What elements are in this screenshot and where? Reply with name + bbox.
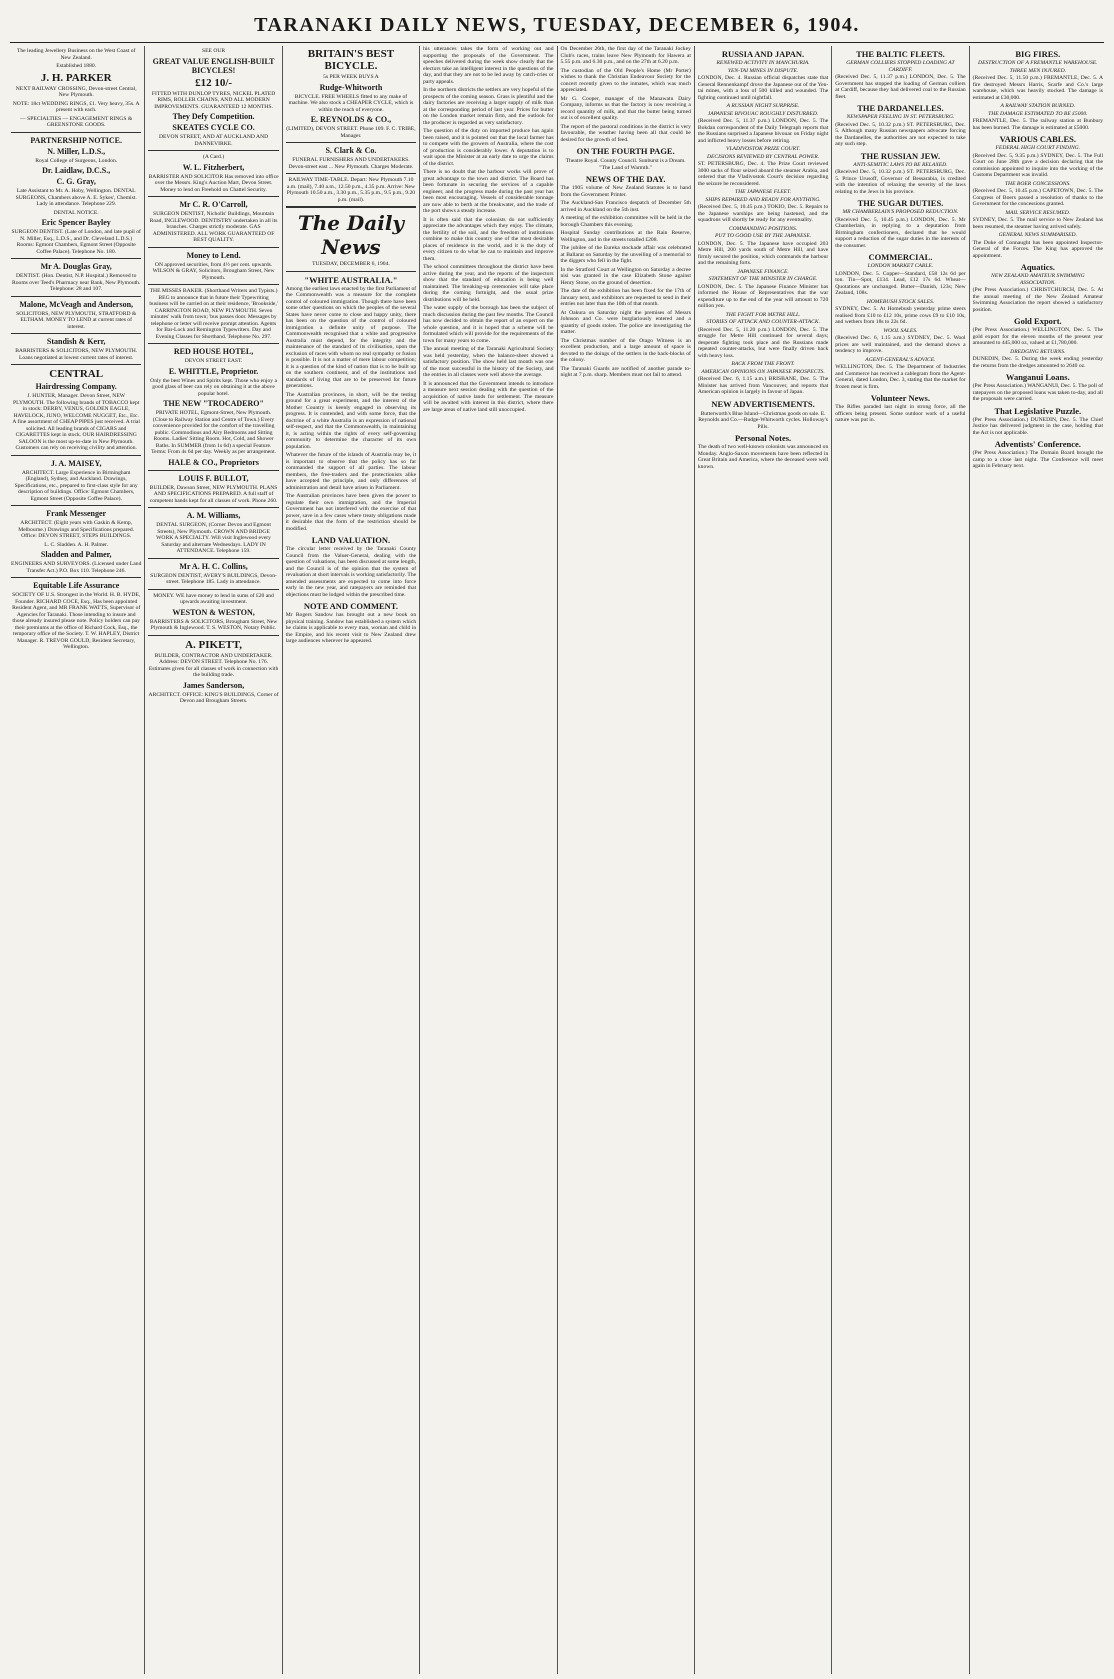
subheading: JAPANESE FINANCE. bbox=[737, 268, 789, 275]
section-heading: NOTE AND COMMENT. bbox=[303, 601, 398, 611]
article-text: SYDNEY, Dec. 5. The mail service to New Zealand has been resumed, the steamer having arrived safely. bbox=[972, 217, 1103, 230]
article-text: The Duke of Connaught has been appointed Inspector-General of the Forces. The King has approved the appointment. bbox=[972, 239, 1103, 259]
article-text: (Received Dec. 5, 10.45 p.m.) LONDON, Dec. 5. Mr Chamberlain, in replying to a deputation from Birmingham confectioners, declared that he would support a reduction of the sugar duties in the interests of the consumer. bbox=[835, 216, 966, 249]
divider bbox=[148, 343, 278, 344]
article-text: Whatever the future of the islands of Australia may be, it is important to observe that the policy has so far commanded the support of all parties. The labour members, the free-traders and the protectionists alike have accepted the principle, and only differences of administration and detail have arisen in Parliament. bbox=[285, 452, 417, 491]
article-text: The Australian provinces have been given the power to regulate their own immigration, and the Imperial Government has not interfered with the exercise of that power, save in a few cases where treaty obligations made it desirable that the form of the restriction should be modified. bbox=[285, 493, 417, 532]
section-heading: Wanganui Loans. bbox=[1005, 372, 1070, 382]
article-text: SYDNEY, Dec. 5. At Homebush yesterday prime steers realised from £10 to £12 10s, prime cows £9 to £10 10s, and wethers from 18s to 22s 6d. bbox=[835, 306, 966, 325]
paper-nameplate: The Daily News bbox=[297, 211, 405, 259]
subheading: NEWSPAPER FEELING IN ST. PETERSBURG. bbox=[846, 114, 955, 120]
article-text: (Received Dec. 6, 1.15 a.m.) BRISBANE, Dec. 5. The Minister has arrived from Vancouver, and reports that American opinion is largely in favour of Japan. bbox=[697, 376, 829, 395]
ad-text: (LIMITED), DEVON STREET. Phone 109. F. C. TRIBE, Manager. bbox=[286, 126, 416, 139]
article-text: LONDON, Dec. 5. The Japanese have occupied 203 Metre Hill, 200 yards south of Metre Hill, and have firmly secured the position, which commands the harbour and the remaining forts. bbox=[697, 240, 829, 266]
subheading: DESTRUCTION OF A FREMANTLE WAREHOUSE. bbox=[978, 60, 1098, 66]
ad-subheading: They Defy Competition. bbox=[172, 112, 255, 121]
subheading: GENERAL NEWS SUMMARISED. bbox=[998, 232, 1077, 238]
ad-heading: BRITAIN'S BEST BICYCLE. bbox=[307, 48, 395, 72]
ad-subheading: LOUIS F. BULLOT, bbox=[178, 473, 249, 483]
article-text: The annual meeting of the Taranaki Agricultural Society was held yesterday, when the balance-sheet showed a satisfactory position. The show held last month was one of the most successful in the history of the Society, and the entries in all classes were well above the average. bbox=[423, 346, 554, 378]
subheading: AGENT-GENERAL'S ADVICE. bbox=[865, 356, 936, 363]
ad-subheading: James Sanderson, bbox=[182, 680, 245, 690]
divider bbox=[148, 589, 278, 590]
article-text: (Received Dec. 6, 1.15 a.m.) SYDNEY, Dec. 5. Wool prices are well maintained, and the demand shows a tendency to improve. bbox=[835, 335, 966, 354]
article-text: (Received Dec. 5, 11.37 p.m.) LONDON, Dec. 5. The Government has stopped the loading of German colliers at Cardiff, because they had delivered coal to the Russian fleet. bbox=[835, 74, 966, 100]
ad-subheading: Money to Lend. bbox=[186, 250, 241, 260]
article-text: (Received Dec. 5, 11.50 p.m.) FREMANTLE, Dec. 5. A fire destroyed Messrs Harris, Scarfe and Co.'s large warehouse, which was heavily stocked. The damage is estimated at £30,000. bbox=[972, 75, 1103, 101]
ad-heading: £12 10/- bbox=[195, 76, 233, 89]
section-heading: COMMERCIAL. bbox=[868, 252, 933, 262]
column-8 bbox=[969, 46, 1106, 1674]
ad-text: ARCHITECT. Large Experience in Birmingham (England), Sydney, and Auckland. Drawings, Specifications, etc., prepared to first-class style for any description of buildings. Office: Egmont Chambers, Egmont Street (Opposite Coffee Palace). bbox=[14, 469, 138, 502]
divider bbox=[11, 296, 141, 297]
ad-text: SURGEON DENTIST. (Late of London, and late pupil of N. Miller, Esq., L.D.S., and Dr. Cleveland L.D.S.) Rooms: Egmont Chambers, Egmont Street (Opposite Coffee Palace). Telephone No. 180. bbox=[11, 229, 141, 255]
divider bbox=[286, 173, 416, 174]
section-heading: Adventists' Conference. bbox=[994, 439, 1081, 449]
ad-text: RAILWAY TIME-TABLE. Depart: New Plymouth 7.10 a.m. (mail), 7.40 a.m., 12.50 p.m., 4.35 p.m. Arrive: New Plymouth 10.50 a.m., 3.30 p.m., 5.35 p.m., 9.5 p.m., 9.20 p.m. (mail). bbox=[286, 177, 416, 203]
article-text: The Australian provinces, in short, will be the testing ground for a great experiment, and the interest of the Mother Country is keenly engaged in observing its progress. It is contended, and with some force, that the doctrine of a white Australia is an expression of national self-respect, and that the Commonwealth, in maintaining it, is acting within the rights of every self-governing community to determine the character of its own population. bbox=[285, 391, 417, 450]
subheading: PUT TO GOOD USE BY THE JAPANESE. bbox=[714, 233, 812, 239]
ad-text: SOLICITORS, NEW PLYMOUTH, STRATFORD & ELTHAM. MONEY TO LEND at current rates of interest. bbox=[16, 310, 137, 330]
section-heading: Aquatics. bbox=[1020, 262, 1055, 272]
article-text: At Oakura on Saturday night the premises of Messrs Johnson and Co. were burglariously entered and a quantity of goods stolen. The police are investigating the matter. bbox=[560, 309, 691, 335]
ad-heading: A. PIKETT, bbox=[185, 638, 243, 651]
divider bbox=[148, 470, 278, 471]
section-heading: ON THE FOURTH PAGE. bbox=[576, 146, 675, 156]
article-text: (Per Press Association.) WELLINGTON, Dec. 5. The gold export for the eleven months of the present year amounted to 445,000 oz, valued at £1,780,000. bbox=[972, 327, 1103, 346]
subheading: THE DAMAGE ESTIMATED TO BE £5000. bbox=[988, 110, 1088, 117]
article-text: (Received Dec. 5, 11.20 p.m.) LONDON, Dec. 5. The struggle for Metre Hill continued for several days; desperate fighting took place and the Russians made repeated counter-attacks, but were finally driven back with heavy loss. bbox=[697, 326, 829, 359]
ad-text: DEVON STREET, AND AT AUCKLAND AND DANNEVIRKE. bbox=[158, 134, 269, 147]
article-text: WELLINGTON, Dec. 5. The Department of Industries and Commerce has received a cablegram from the Agent-General, dated London, Dec. 3, stating that the market for frozen meat is firm. bbox=[835, 364, 966, 390]
ad-text: THE MISSES BAKER. (Shorthand Writers and Typists.) BEG to announce that in future their Typewriting business will be carried on at their residence, 'Brookside,' CARRINGTON ROAD, NEW PLYMOUTH. Seven minutes' walk from town; 'bus passes door. Messages by telephone or letter will receive prompt attention. Agents for Bar-Lock and Remington Typewriters. Day and Evening Classes for Shorthand. Telephone No. 297. bbox=[149, 288, 278, 340]
ad-subheading: W. L. Fitzherbert, bbox=[182, 162, 245, 172]
article-text: On December 26th, the first day of the Taranaki Jockey Club's races, trains leave New Plymouth for Hawera at 5.55 p.m. and 6.30 p.m., and on the 27th at 6.20 p.m. bbox=[560, 46, 691, 65]
ad-text: DENTIST. (Hon. Dentist, N.P. Hospital.) Removed to Rooms over Teed's Pharmacy near Bank, New Plymouth. Telephone: 28 and 107. bbox=[12, 273, 141, 292]
ad-subheading: S. Clark & Co. bbox=[325, 146, 377, 155]
ad-heading: CENTRAL bbox=[49, 368, 104, 380]
column-7 bbox=[831, 46, 968, 1674]
subheading: FEDERAL HIGH COURT FINDING. bbox=[995, 145, 1081, 151]
subheading: THREE MEN INJURED. bbox=[1009, 67, 1067, 74]
ad-subheading: Hairdressing Company. bbox=[35, 382, 117, 391]
ad-subheading: E. WHITTLE, Proprietor. bbox=[168, 366, 259, 376]
section-heading: RUSSIA AND JAPAN. bbox=[721, 49, 805, 59]
ad-text: BARRISTERS & SOLICITORS, NEW PLYMOUTH. Loans negotiated at lowest current rates of interest. bbox=[15, 348, 138, 361]
article-text: (Per Press Association.) CHRISTCHURCH, Dec. 5. At the annual meeting of the New Zealand Amateur Swimming Association the report showed a satisfactory position. bbox=[972, 287, 1103, 313]
ad-text: BARRISTERS & SOLICITORS, Brougham Street, New Plymouth & Inglewood. T. S. WESTON, Notary Public. bbox=[149, 618, 278, 631]
article-text: The custodian of the Old People's Home (Mr Porter) wishes to thank the Christian Endeavour Society for the concert recently given to the inmates, which was much appreciated. bbox=[560, 67, 691, 93]
ad-text: ARCHITECT. (Eight years with Gaskin & Kemp, Melbourne.) Drawings and Specifications prepared. Office: DEVON STREET, STEPS BUILDINGS. bbox=[18, 520, 135, 539]
divider bbox=[11, 333, 141, 334]
section-heading: NEW ADVERTISEMENTS. bbox=[711, 398, 815, 409]
divider bbox=[148, 635, 278, 636]
ad-text: PRIVATE HOTEL, Egmont-Street, New Plymouth. (Close to Railway Station and Centre of Town.) Every convenience provided for the comfort of the travelling public. Commodious and Airy Bedrooms and Sitting Rooms. Ladies' Sitting Room. Hot, Cold, and Shower Baths. In SUMMER (from 1s 6d) a special Feature. Terms: From 4s 6d per day. Weekly as per arrangement. bbox=[151, 410, 277, 455]
divider bbox=[286, 206, 416, 208]
ad-text: SEE OUR bbox=[201, 48, 226, 54]
ad-text: NEXT RAILWAY CROSSING, Devon-street Central, New Plymouth. bbox=[15, 85, 137, 98]
article-text: (Received Dec. 5, 10.45 p.m.) CAPETOWN, Dec. 5. The Congress of Boers passed a resolution of thanks to the Government for the concessions granted. bbox=[972, 188, 1103, 207]
ad-subheading: Dr. Laidlaw, D.C.S., bbox=[42, 166, 111, 175]
subheading: NEW ZEALAND AMATEUR SWIMMING ASSOCIATION. bbox=[990, 273, 1085, 286]
section-heading: "WHITE AUSTRALIA." bbox=[304, 274, 398, 285]
article-text: The Rifles paraded last night in strong force, all the officers being present. Some outdoor work of a useful nature was put in. bbox=[835, 404, 966, 423]
divider bbox=[148, 196, 278, 197]
article-text: The question of the duty on imported produce has again been raised, and it is pointed out that the local farmer has to compete with the growers of Australia, where the cost of production is considerably lower. A deputation is to wait upon the Minister at an early date to urge the claims of the district. bbox=[423, 128, 554, 167]
subheading: THE FIGHT FOR METRE HILL. bbox=[725, 311, 801, 318]
ad-text: The leading Jewellery Business on the West Coast of New Zealand. bbox=[16, 48, 136, 61]
divider bbox=[148, 284, 278, 285]
article-text: The report of the pastoral conditions in the district is very favourable, the weather having been all that could be desired for the growth of feed. bbox=[560, 123, 691, 143]
subheading: SHIPS REPAIRED AND READY FOR ANYTHING. bbox=[705, 196, 821, 203]
ad-text: SURGEON DENTIST, AVERY'S BUILDINGS, Devon-street. Telephone 185. Lady in attendance. bbox=[150, 572, 277, 585]
subheading: A RUSSIAN NIGHT SURPRISE. bbox=[726, 103, 800, 109]
subheading: GERMAN COLLIERS STOPPED LOADING AT CARDIFF. bbox=[846, 60, 955, 73]
ad-text: MONEY. WE have money to lend in sums of £20 and upwards awaiting investment. bbox=[153, 592, 274, 605]
column-1 bbox=[8, 46, 144, 1674]
ad-text: BUILDER, Dawson Street, NEW PLYMOUTH. PLANS AND SPECIFICATIONS PREPARED. A full staff of competent hands kept for all classes of work. Phone 260. bbox=[149, 484, 278, 504]
divider bbox=[11, 455, 141, 456]
ad-text: Royal College of Surgeons, London. bbox=[35, 157, 118, 164]
subheading: COMMANDING POSITIONS. bbox=[728, 225, 798, 232]
ad-text: Only the best Wines and Spirits kept. Those who enjoy a good glass of beer can rely on obtaining it at the above popular hotel. bbox=[150, 377, 277, 397]
article-text: (Received Dec. 5, 11.37 p.m.) LONDON, Dec. 5. The Bokdan correspondent of the Daily Telegraph reports that the Russians surprised a Japanese bivouac on Friday night and inflicted heavy losses before retiring. bbox=[697, 118, 829, 144]
ad-subheading: HALE & CO., Proprietors bbox=[168, 457, 259, 467]
subheading: DREDGING RETURNS. bbox=[1010, 348, 1066, 355]
section-heading: THE BALTIC FLEETS. bbox=[856, 49, 945, 59]
article-text: The Christmas number of the Otago Witness is an excellent production, and a large amount of space is devoted to the doings of the settlers in the back-blocks of the colony. bbox=[560, 337, 691, 363]
article-text: (Per Press Association.) WANGANUI, Dec. 5. The poll of ratepayers on the proposed loans was taken to-day, and all the proposals were carried. bbox=[972, 383, 1103, 402]
article-text: (Per Press Association.) The Domain Board brought the camp to a close last night. The Conference will meet again in February next. bbox=[972, 450, 1103, 469]
article-text: Mr G. Cooper, manager of the Manawatu Dairy Company, informs us that the factory is now receiving a record quantity of milk, and that the butter being turned out is of excellent quality. bbox=[560, 95, 691, 121]
masthead-rule bbox=[10, 42, 1104, 43]
section-heading: BIG FIRES. bbox=[1015, 49, 1061, 59]
article-text: (Received Dec. 5, 10.32 p.m.) ST. PETERSBURG, Dec. 5. Prince Urusoff, Governor of Bessarabia, is credited with the intention of relaxing the severity of the laws relating to the Jews in his province. bbox=[835, 169, 966, 195]
subheading: HOMEBUSH STOCK SALES. bbox=[866, 298, 935, 305]
article-text: Among the earliest laws enacted by the first Parliament of the Commonwealth was a measure for the complete control of coloured immigration. Though there have been some other questions on which the peoples of the several States have never come to close and happy unity, there has been on the question of the control of coloured immigration a definite unity of purpose. The Commonwealth recognised that a white and progressive Australia must depend, for the integrity and the maintenance of the standard of its civilisation, upon the exclusion of races with whom no real sympathy or fusion is possible. It is not a matter of mere labour competition; it is a question of the kind of nation that is to be built up on the southern continent, and of the institutions and standards of living that are to be preserved for future generations. bbox=[285, 285, 417, 389]
ad-text: DEVON STREET EAST. bbox=[184, 358, 243, 364]
ad-text: ARCHITECT. OFFICE: KING'S BUILDINGS, Corner of Devon and Brougham Streets. bbox=[148, 691, 279, 704]
article-text: LONDON, Dec. 4. Russian official dispatches state that General Rennenkampf drove the Japanese out of the Yen-tai mines, with a loss of 500 killed and wounded. The fighting continued until nightfall. bbox=[697, 75, 829, 101]
section-heading: LAND VALUATION. bbox=[311, 535, 391, 545]
ad-text: Theatre Royal. County Council. Sunburst is a Dream. "The Land of Warmth." bbox=[565, 158, 686, 171]
ad-subheading: Eric Spencer Bayley bbox=[41, 218, 111, 227]
ad-subheading: Malone, McVeagh and Anderson, bbox=[19, 299, 134, 309]
ad-text: BARRISTER AND SOLICITOR Has removed into office over the Messrs. King's Auction Mart, Devon Street. Money to lend on Freehold on Chattel Security. bbox=[148, 173, 279, 193]
ad-text: SOCIETY OF U.S. Strongest in the World. H. B. HYDE, Founder. RICHARD COCE, Esq., Has been appointed Resident Agent, and MR FRANK WATTS, Supervisor of Agencies for Taranaki. Those intending to insure and those already insured please note. Policy holders can pay their premiums at the office of Richard Cock, Esq., the temporary office of the Society. T. W. HAPLEY, District Manager. R. TREVOR GOULD, Resident Secretary, Wellington. bbox=[12, 592, 141, 650]
article-text: (Per Press Association.) DUNEDIN, Dec. 5. The Chief Justice has delivered judgment in the case, holding that the Act is not applicable. bbox=[972, 416, 1103, 436]
divider bbox=[11, 132, 141, 133]
subheading: THE BOER CONCESSIONS. bbox=[1004, 180, 1071, 187]
article-text: The school committees throughout the district have been active during the year, and the reports of the inspectors show that the standard of education is being well maintained. The breaking-up ceremonies will take place during the coming fortnight, and the usual prize distributions will be held. bbox=[423, 264, 554, 303]
subheading: AMERICAN OPINIONS ON JAPANESE PROSPECTS. bbox=[701, 368, 825, 375]
article-text: The water supply of the borough has been the subject of much discussion during the past few months. The Council has now decided to obtain the report of an expert on the whole question, and it is hoped that a scheme will be formulated which will provide for the requirements of the town for many years to come. bbox=[423, 305, 554, 344]
article-text: Mr Rogers Sandow has brought out a new book on physical training. Sandow has established a system which he claims is applicable to every man, woman and child in the Empire, and his recent visit to New Zealand drew large audiences wherever he appeared. bbox=[285, 612, 417, 644]
ad-text: FITTED WITH DUNLOP TYRES, NICKEL PLATED RIMS, ROLLER CHAINS, AND ALL MODERN IMPROVEMENTS. GUARANTEED 12 MONTHS. bbox=[151, 90, 276, 110]
divider bbox=[286, 271, 416, 272]
divider bbox=[11, 577, 141, 578]
subheading: YEN-TAI MINES IN DISPUTE. bbox=[727, 67, 799, 74]
section-heading: Gold Export. bbox=[1013, 316, 1062, 326]
ad-text: (A Card.) bbox=[202, 154, 225, 160]
article-text: LONDON, Dec. 5. Copper—Standard, £58 12s 6d per ton. Tin—Spot, £134. Lead, £12 17s 6d. Wheat—Quotations are unchanged. Butter—Danish, 123s; New Zealand, 108s. bbox=[835, 270, 966, 296]
column-4 bbox=[419, 46, 556, 1674]
ad-subheading: RED HOUSE HOTEL, bbox=[173, 347, 254, 356]
section-heading: That Legislative Puzzle. bbox=[994, 405, 1082, 416]
ad-text: Butterworth's Blue Island—Christmas goods on sale. E. Reynolds and Co.—Rudge-Whitworth cycles. Holloway's Pills. bbox=[698, 410, 828, 430]
divider bbox=[11, 505, 141, 506]
section-heading: NEWS OF THE DAY. bbox=[585, 174, 666, 184]
ad-text: L. C. Sladden. A. H. Palmer. bbox=[44, 541, 109, 548]
divider bbox=[11, 258, 141, 259]
article-text: It is often said that the colonists do not sufficiently appreciate the advantages which they enjoy. The climate, the fertility of the soil, and the freedom of institutions combine to make this country one of the most desirable places of residence in the world, and it is the duty of every citizen to do what he can to maintain and improve them. bbox=[423, 216, 554, 262]
ad-subheading: THE NEW "TROCADERO" bbox=[163, 399, 264, 408]
article-text: The death of two well-known colonists was announced on Monday. Anglo-Saxon movements have been reflected in Great Britain and America, where the deceased were well known. bbox=[697, 444, 829, 470]
article-text: (Received Dec. 5, 9.35 p.m.) SYDNEY, Dec. 5. The Full Court on June 28th gave a decision declaring that the commission appointed to inquire into the working of the Customs Department was invalid. bbox=[972, 152, 1103, 178]
divider bbox=[148, 558, 278, 559]
section-heading: Volunteer News. bbox=[870, 393, 930, 403]
ad-heading: J. H. PARKER bbox=[40, 71, 112, 84]
divider bbox=[148, 507, 278, 508]
ad-text: BICYCLE. FREE WHEELS fitted to any make of machine. We also stock a CHEAPER CYCLE, which is within the reach of everyone. bbox=[288, 93, 414, 113]
article-text: A meeting of the exhibition committee will be held in the borough Chambers this evening. bbox=[560, 215, 691, 228]
article-text: The 1905 volume of New Zealand Statutes is to hand from the Government Printer. bbox=[560, 185, 691, 198]
article-text: (Received Dec. 5, 10.32 p.m.) ST. PETERSBURG, Dec. 5. Although many Russian newspapers advocate forcing the Dardanelles, the authorities are not expected to take any such step. bbox=[835, 121, 966, 147]
article-text: (Received Dec. 5, 10.45 p.m.) TOKIO, Dec. 5. Repairs to the Japanese warships are being hastened, and the squadrons will shortly be ready for any eventuality. bbox=[697, 204, 829, 223]
article-text: The circular letter received by the Taranaki County Council from the Valuer-General, dealing with the question of valuations, has been discussed at some length, and the Council is of the opinion that the system of revaluation at short intervals is working satisfactorily. The amended assessments are expected to come into force early in the new year, and ratepayers are reminded that objections must be lodged within the prescribed time. bbox=[285, 546, 417, 598]
divider bbox=[286, 142, 416, 143]
column-6 bbox=[694, 46, 831, 1674]
subheading: BACK FROM THE FRONT. bbox=[731, 361, 795, 367]
divider bbox=[148, 247, 278, 248]
ad-text: ENGINEERS AND SURVEYORS. (Licensed under Land Transfer Act.) P.O. Box 110. Telephone 246. bbox=[11, 561, 142, 574]
ad-subheading: C. G. Gray, bbox=[56, 177, 96, 186]
column-5 bbox=[557, 46, 694, 1674]
ad-subheading: Equitable Life Assurance bbox=[33, 581, 120, 590]
section-heading: THE DARDANELLES. bbox=[857, 103, 944, 113]
ad-subheading: E. REYNOLDS & CO., bbox=[310, 115, 392, 124]
subheading: THE JAPANESE FLEET. bbox=[734, 189, 792, 195]
article-text: ST. PETERSBURG, Dec. 4. The Prize Court reviewed 3000 sacks of flour seized aboard the steamer Arabia, and ordered that the Vladivostok Court's decision regarding the seizure be reconsidered. bbox=[697, 161, 829, 187]
article-text: In the Stratford Court at Wellington on Saturday a decree nisi was granted in the case Elizabeth Stone against Henry Stone, on the ground of desertion. bbox=[560, 266, 691, 286]
subheading: STORIES OF ATTACK AND COUNTER-ATTACK. bbox=[706, 319, 821, 325]
ad-subheading: Standish & Kerr, bbox=[46, 337, 106, 346]
section-heading: THE SUGAR DUTIES. bbox=[857, 198, 944, 208]
ad-subheading: Frank Messenger bbox=[46, 509, 107, 518]
article-text: The Taranaki Guards are notified of another parade to-night at 7 p.m. sharp. Members must not fail to attend. bbox=[560, 365, 691, 378]
subheading: MR CHAMBERLAIN'S PROPOSED REDUCTION. bbox=[842, 209, 959, 215]
ad-subheading: A. M. Williams, bbox=[186, 511, 241, 520]
subheading: RENEWED ACTIVITY IN MANCHURIA. bbox=[716, 60, 810, 66]
ad-subheading: Sladden and Palmer, bbox=[40, 550, 112, 559]
article-text: There is no doubt that the harbour works will prove of great advantage to the town and district. The Board has been fortunate in securing the services of a capable engineer, and the progress made during the past year has been most encouraging. Vessels of considerable tonnage are now able to berth at the breakwater, and the trade of the port shows a steady increase. bbox=[423, 169, 554, 214]
section-heading: THE RUSSIAN JEW. bbox=[860, 150, 941, 161]
subheading: ANTI-SEMITIC LAWS TO BE RELAXED. bbox=[853, 161, 948, 168]
subheading: MAIL SERVICE RESUMED. bbox=[1005, 209, 1071, 216]
ad-text: DENTAL SURGEON, (Corner Devon and Egmont Streets), New Plymouth. CROWN AND BRIDGE WORK A SPECIALTY. Will visit Inglewood every Saturday and alternate Wednesdays. LADY IN ATTENDANCE. Telephone 159. bbox=[156, 522, 271, 554]
article-text: Hospital Sunday contributions at the Rain Reserve, Wellington, and in the streets totalled £208. bbox=[560, 230, 691, 243]
divider bbox=[11, 364, 141, 365]
column-2 bbox=[144, 46, 281, 1674]
ad-subheading: WESTON & WESTON, bbox=[172, 607, 255, 617]
section-heading: VARIOUS CABLES. bbox=[999, 134, 1076, 144]
ad-text: 5s PER WEEK BUYS A bbox=[323, 74, 379, 80]
article-text: The Auckland-San Francisco despatch of December 5th arrived in Auckland on the 5th inst. bbox=[560, 200, 691, 213]
subheading: WOOL SALES. bbox=[883, 327, 918, 334]
ad-subheading: GREAT VALUE ENGLISH-BUILT BICYCLES! bbox=[152, 56, 275, 75]
columns bbox=[8, 46, 1106, 1674]
subheading: LONDON MARKET CABLE. bbox=[867, 263, 934, 269]
masthead: TARANAKI DAILY NEWS, TUESDAY, DECEMBER 6, 1904. bbox=[254, 14, 860, 36]
ad-text: FUNERAL FURNISHERS AND UNDERTAKERS. Devon-street east ... New Plymouth. Charges Moderate. bbox=[288, 157, 414, 170]
article-text: DUNEDIN, Dec. 5. During the week ending yesterday the returns from the dredges amounted to 2640 oz. bbox=[972, 356, 1103, 369]
ad-text: TUESDAY, DECEMBER 6, 1904. bbox=[312, 261, 390, 267]
article-text: It is announced that the Government intends to introduce a measure next session dealing with the question of the acquisition of native lands for settlement. The measure will be awaited with interest in this district, where there are large areas of native land still unoccupied. bbox=[423, 380, 554, 413]
article-text: In the northern districts the settlers are very hopeful of the prospects of the coming season. Grass is plentiful and the dairy factories are receiving a larger supply of milk than at the corresponding period of last year. Prices for butter on the London market remain firm, and the outlook for the producer is regarded as very satisfactory. bbox=[423, 87, 554, 126]
article-text: his utterances takes the form of working out and supporting the proposals of the Government. The speeches delivered during the week show clearly that the electors take an intelligent interest in the questions of the day, and that they are not to be led away by catch-cries or party appeals. bbox=[423, 46, 554, 85]
ad-text: SURGEON DENTIST, Nicholls' Buildings, Mountain Road, INGLEWOOD. DENTISTRY undertaken in all its branches. Charges strictly moderate. GAS ADMINISTERED. ALL WORK GUARANTEED OF BEST QUALITY. bbox=[149, 211, 278, 243]
subheading: STATEMENT OF THE MINISTER IN CHARGE. bbox=[708, 276, 818, 282]
article-text: The date of the exhibition has been fixed for the 17th of January next, and exhibitors are requested to send in their entries not later than the 10th of that month. bbox=[560, 288, 691, 307]
ad-subheading: Mr A. Douglas Gray, bbox=[40, 262, 112, 271]
ad-text: BUILDER, CONTRACTOR AND UNDERTAKER. Address: DEVON STREET. Telephone No. 176. Estimates given for all classes of work in connection with the building trade. bbox=[148, 652, 279, 678]
ad-text: NOTE: 18ct WEDDING RINGS, £1. Very heavy, 35s. A present with each. bbox=[12, 100, 140, 113]
ad-subheading: J. A. MAISEY, bbox=[50, 458, 102, 468]
ad-text: — SPECIALTIES — ENGAGEMENT RINGS & GREENSTONE GOODS. bbox=[20, 115, 133, 128]
article-text: FREMANTLE, Dec. 5. The railway station at Bunbury has been burned. The damage is estimated at £5000. bbox=[972, 118, 1103, 131]
divider bbox=[148, 150, 278, 151]
ad-subheading: SKEATES CYCLE CO. bbox=[172, 123, 255, 132]
article-text: The jubilee of the Eureka stockade affair was celebrated at Ballarat on Saturday by the unveiling of a memorial to the diggers who fell in the fight. bbox=[560, 245, 691, 264]
ad-subheading: Mr C. R. O'Carroll, bbox=[179, 200, 248, 209]
ad-text: DENTAL NOTICE. bbox=[53, 209, 99, 216]
ad-text: ON approved securities, from 4½ per cent. upwards. WILSON & GRAY, Solicitors, Brougham Street, New Plymouth. bbox=[152, 261, 275, 281]
ad-text: J. HUNTER, Manager. Devon Street, NEW PLYMOUTH. The following brands of TOBACCO kept in stock: DERBY, VENUS, GOLDEN EAGLE, HAVELOCK, JUNO, WELCOME NUGGET, Etc., Etc. A fine assortment of CHEAP PIPES just received. A trial solicited. All leading brands of CIGARS and CIGARETTES kept in stock. OUR HAIRDRESSING SALOON is the most up-to-date in New Plymouth. Customers can rely on receiving civility and attention. bbox=[12, 393, 140, 451]
section-heading: Personal Notes. bbox=[734, 433, 792, 443]
ad-subheading: PARTNERSHIP NOTICE. bbox=[30, 135, 122, 145]
column-3 bbox=[282, 46, 419, 1674]
ad-subheading: Rudge-Whitworth bbox=[319, 82, 383, 92]
article-text: LONDON, Dec. 5. The Japanese Finance Minister has informed the House of Representatives that the war expenditure up to the end of the year will amount to 720 million yen. bbox=[697, 283, 829, 309]
ad-text: Late Assistant to Mr. A. Hoby, Wellington. DENTAL SURGEONS, Chambers above A. E. Sykes', Chemist. Lady in attendance. Telephone 229. bbox=[15, 188, 137, 207]
subheading: JAPANESE BIVOUAC ROUGHLY DISTURBED. bbox=[707, 110, 819, 117]
ad-subheading: N. Miller, L.D.S., bbox=[47, 146, 106, 156]
subheading: A RAILWAY STATION BURNED. bbox=[1000, 103, 1076, 109]
ad-text: Established 1880. bbox=[56, 63, 97, 69]
subheading: VLADIVOSTOK PRIZE COURT. bbox=[726, 146, 801, 152]
ad-subheading: Mr A. H. C. Collins, bbox=[179, 561, 248, 571]
subheading: DECISIONS REVIEWED BY CENTRAL POWER. bbox=[706, 153, 820, 160]
